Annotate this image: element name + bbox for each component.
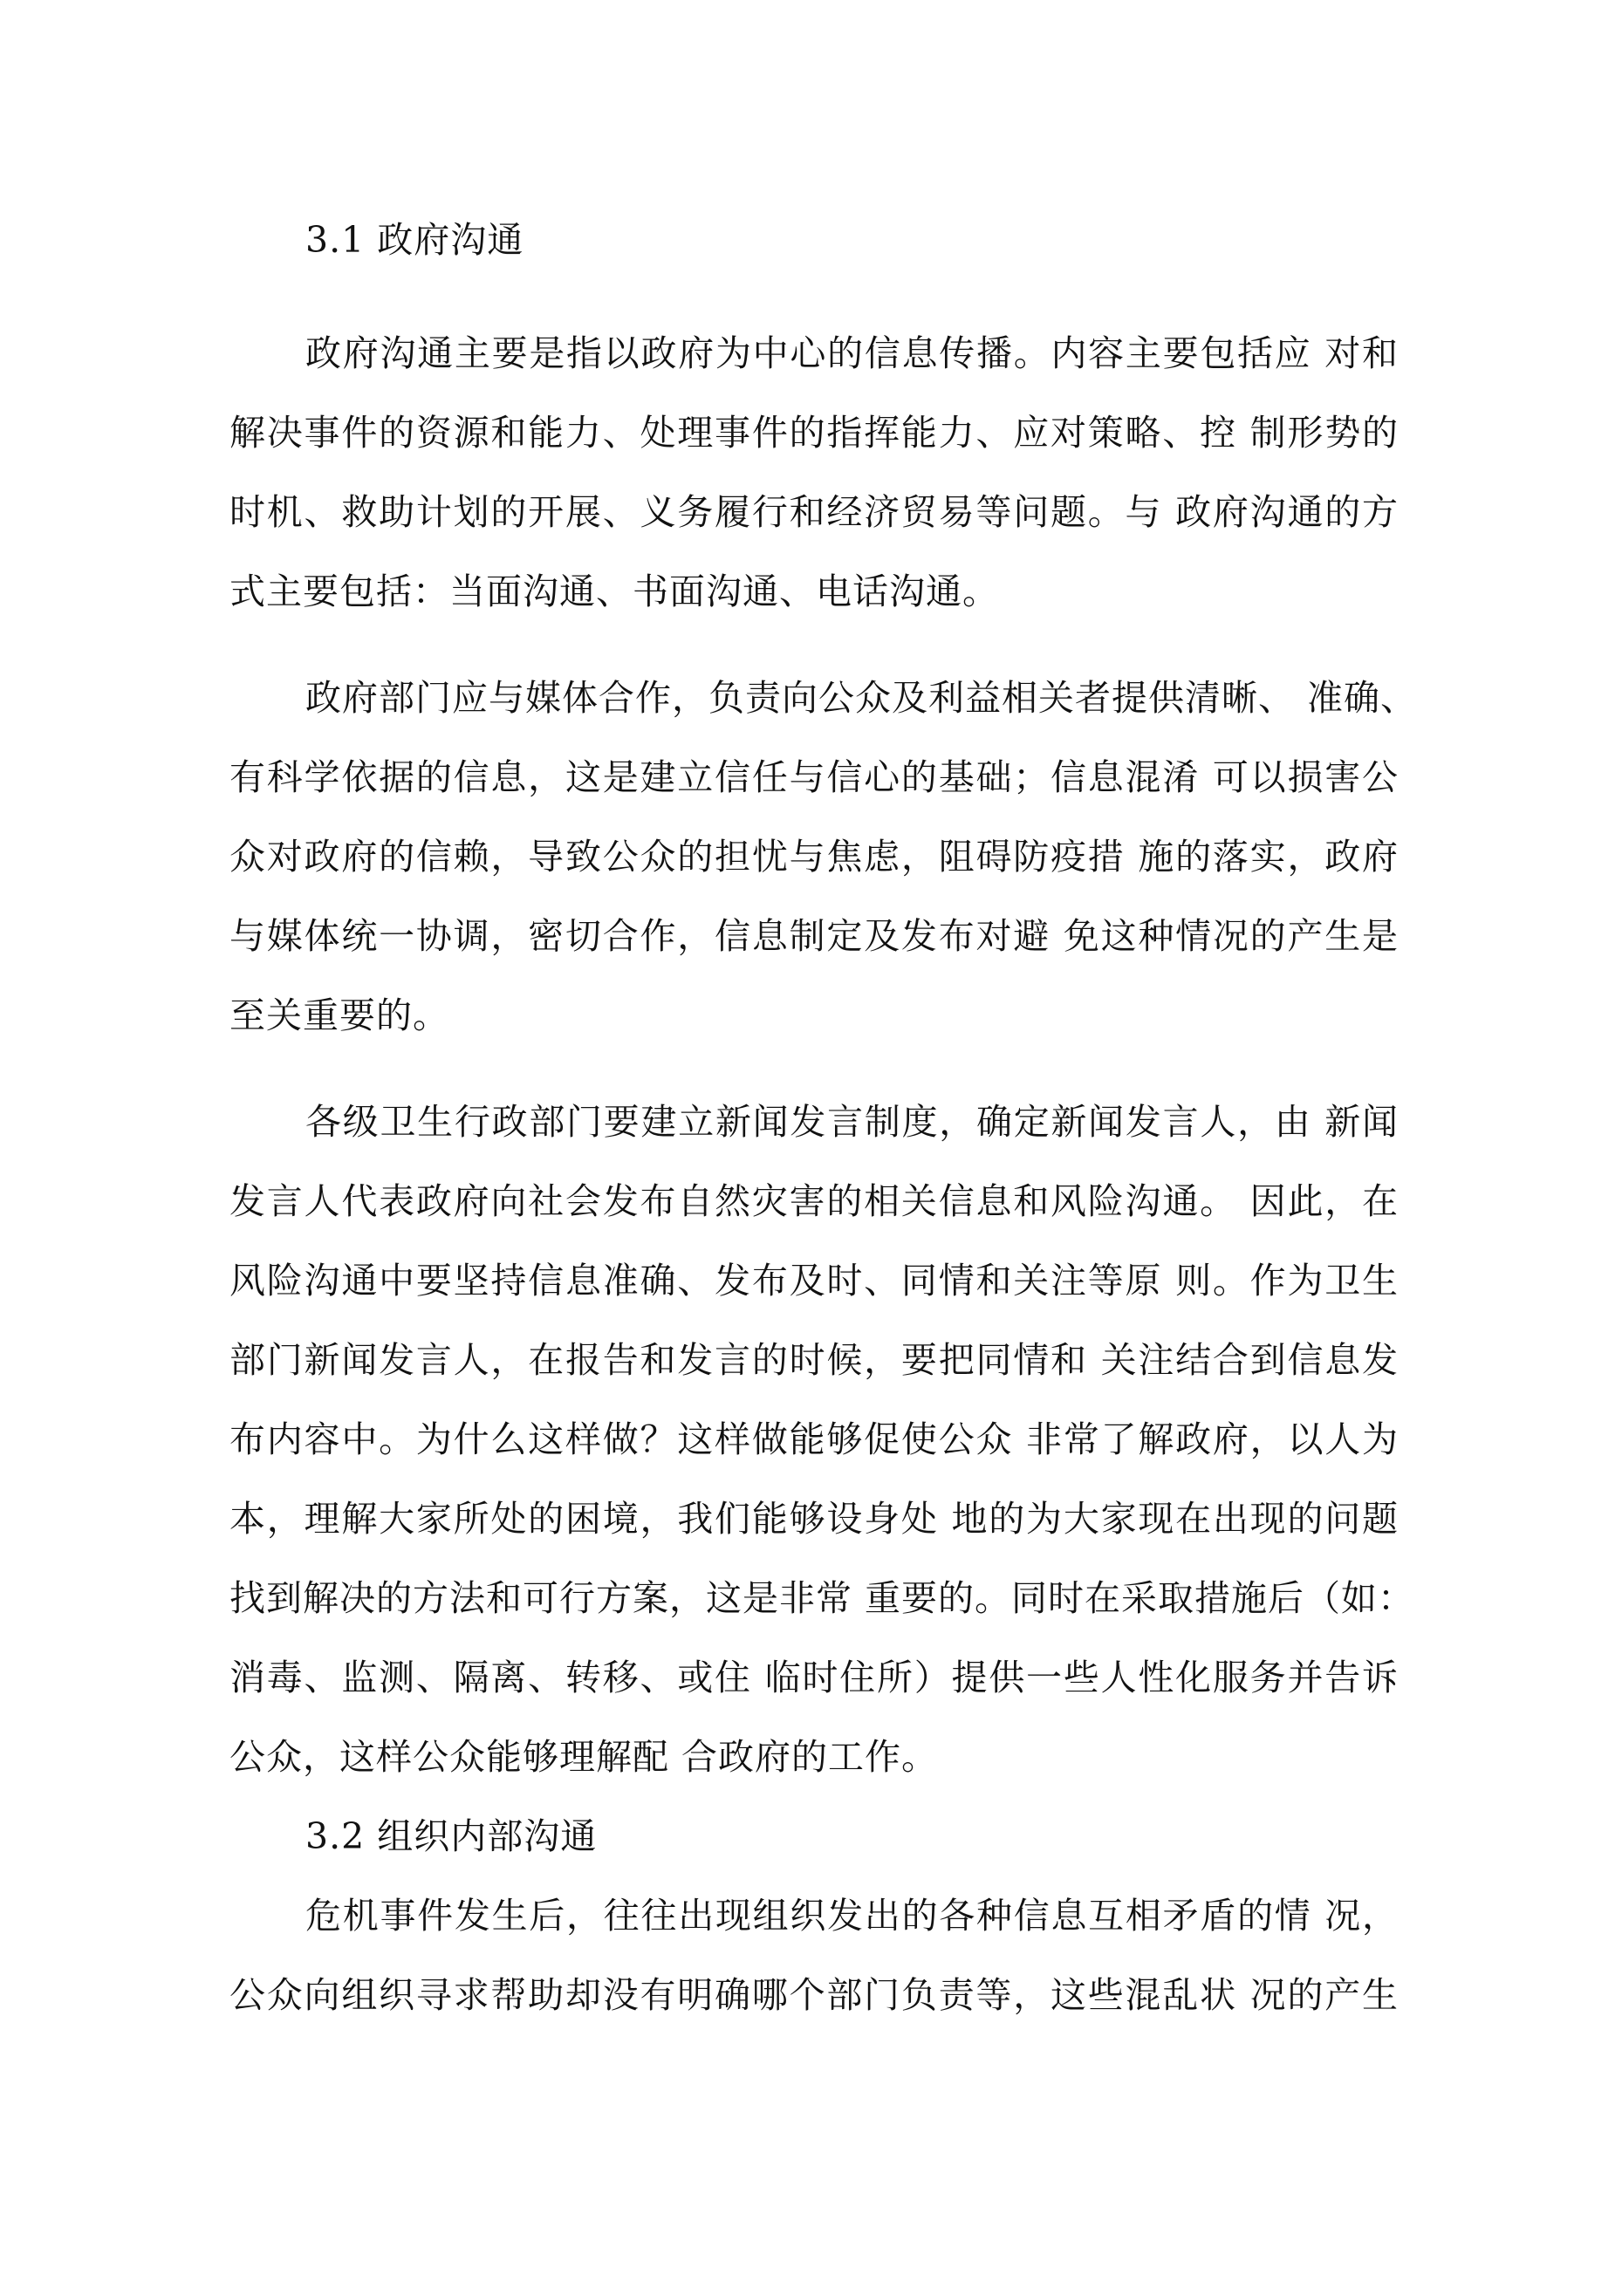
paragraph-line: 有科学依据的信息，这是建立信任与信心的基础；信息混淆 可以损害公 — [229, 756, 1399, 798]
paragraph-line: 本，理解大家所处的困境，我们能够设身处 地的为大家现在出现的问题 — [229, 1498, 1399, 1540]
paragraph-line: 部门新闻发言人，在报告和发言的时候，要把同情和 关注结合到信息发 — [229, 1339, 1399, 1381]
paragraph-line: 风险沟通中要坚持信息准确、发布及时、同情和关注等原 则。作为卫生 — [229, 1260, 1399, 1302]
paragraph-line: 公众，这样公众能够理解配 合政府的工作。 — [229, 1736, 939, 1778]
paragraph-line: 式主要包括：当面沟通、书面沟通、电话沟通。 — [229, 571, 999, 612]
paragraph-line: 政府沟通主要是指以政府为中心的信息传播。内容主要包括应 对和 — [305, 332, 1399, 374]
paragraph-line: 找到解决的方法和可行方案，这是非常 重要的。同时在采取措施后（如： — [229, 1577, 1415, 1619]
section-heading-3-1: 3.1 政府沟通 — [305, 219, 524, 261]
paragraph-line: 布内容中。为什么这样做？这样做能够促使公众 非常了解政府，以人为 — [229, 1418, 1399, 1460]
paragraph-line: 与媒体统一协调，密切合作，信息制定及发布对避 免这种情况的产生是 — [229, 915, 1399, 957]
paragraph-line: 众对政府的信赖，导致公众的担忧与焦虑，阻碍防疫措 施的落实，政府 — [229, 836, 1399, 878]
paragraph-line: 消毒、监测、隔离、转移、或住 临时住所）提供一些人性化服务并告诉 — [229, 1657, 1399, 1698]
paragraph-line: 至关重要的。 — [229, 994, 449, 1036]
paragraph-line: 危机事件发生后，往往出现组织发出的各种信息互相矛盾的情 况， — [305, 1895, 1399, 1937]
paragraph-line: 时机、救助计划的开展、义务履行和经济贸易等问题。与 政府沟通的方 — [229, 491, 1399, 533]
paragraph-line: 发言人代表政府向社会发布自然灾害的相关信息和风险沟通。 因此，在 — [229, 1180, 1399, 1222]
paragraph-line: 各级卫生行政部门要建立新闻发言制度，确定新闻发言人，由 新闻 — [305, 1101, 1399, 1143]
section-heading-3-2: 3.2 组织内部沟通 — [305, 1815, 598, 1857]
paragraph-line: 政府部门应与媒体合作，负责向公众及利益相关者提供清晰、 准确、 — [305, 677, 1418, 719]
paragraph-line: 解决事件的资源和能力、处理事件的指挥能力、应对策略、控 制形势的 — [229, 412, 1399, 454]
paragraph-line: 公众向组织寻求帮助却没有明确哪个部门负责等，这些混乱状 况的产生 — [229, 1974, 1399, 2016]
